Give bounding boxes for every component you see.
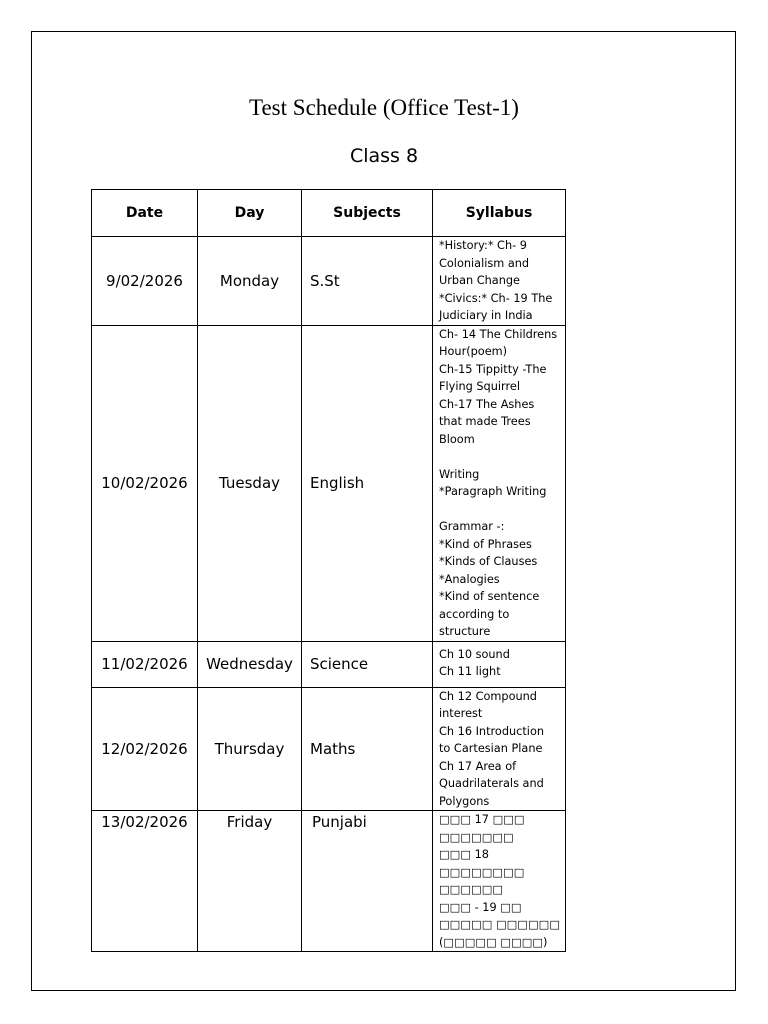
cell-subject: Punjabi <box>302 811 433 952</box>
document-subtitle: Class 8 <box>349 145 419 167</box>
cell-day: Thursday <box>198 687 302 811</box>
cell-day: Tuesday <box>198 325 302 641</box>
document-title: Test Schedule (Office Test-1) <box>249 95 519 120</box>
header-syllabus: Syllabus <box>433 190 566 237</box>
cell-syllabus: Ch 12 Compound interest Ch 16 Introduction to Cartesian Plane Ch 17 Area of Quadrilaterals and Polygons <box>433 687 566 811</box>
cell-date: 13/02/2026 <box>92 811 198 952</box>
cell-day: Monday <box>198 237 302 326</box>
cell-syllabus: Ch 10 sound Ch 11 light <box>433 641 566 687</box>
cell-syllabus: □□□ 17 □□□ □□□□□□□ □□□ 18 □□□□□□□□ □□□□□□ □□□ - 19 □□ □□□□□ □□□□□□ (□□□□□ □□□□) <box>433 811 566 952</box>
table-row <box>92 687 566 811</box>
cell-date: 9/02/2026 <box>92 237 198 326</box>
cell-subject: Maths <box>302 687 433 811</box>
cell-day: Friday <box>198 811 302 952</box>
table-row <box>92 325 566 641</box>
cell-date: 12/02/2026 <box>92 687 198 811</box>
cell-subject: English <box>302 325 433 641</box>
cell-day: Wednesday <box>198 641 302 687</box>
cell-subject: S.St <box>302 237 433 326</box>
table-header-row <box>92 190 566 237</box>
cell-date: 11/02/2026 <box>92 641 198 687</box>
table-row <box>92 237 566 326</box>
cell-syllabus: Ch- 14 The Childrens Hour(poem) Ch-15 Tippitty -The Flying Squirrel Ch-17 The Ashes that made Trees Bloom Writing *Paragraph Writing Grammar -: *Kind of Phrases *Kinds of Clauses *Analogies *Kind of sentence according to structure <box>433 325 566 641</box>
header-day: Day <box>198 190 302 237</box>
header-subjects: Subjects <box>302 190 433 237</box>
cell-syllabus: *History:* Ch- 9 Colonialism and Urban Change *Civics:* Ch- 19 The Judiciary in India <box>433 237 566 326</box>
cell-date: 10/02/2026 <box>92 325 198 641</box>
schedule-table <box>91 189 566 952</box>
table-row <box>92 811 566 952</box>
header-date: Date <box>92 190 198 237</box>
cell-subject: Science <box>302 641 433 687</box>
table-row <box>92 641 566 687</box>
